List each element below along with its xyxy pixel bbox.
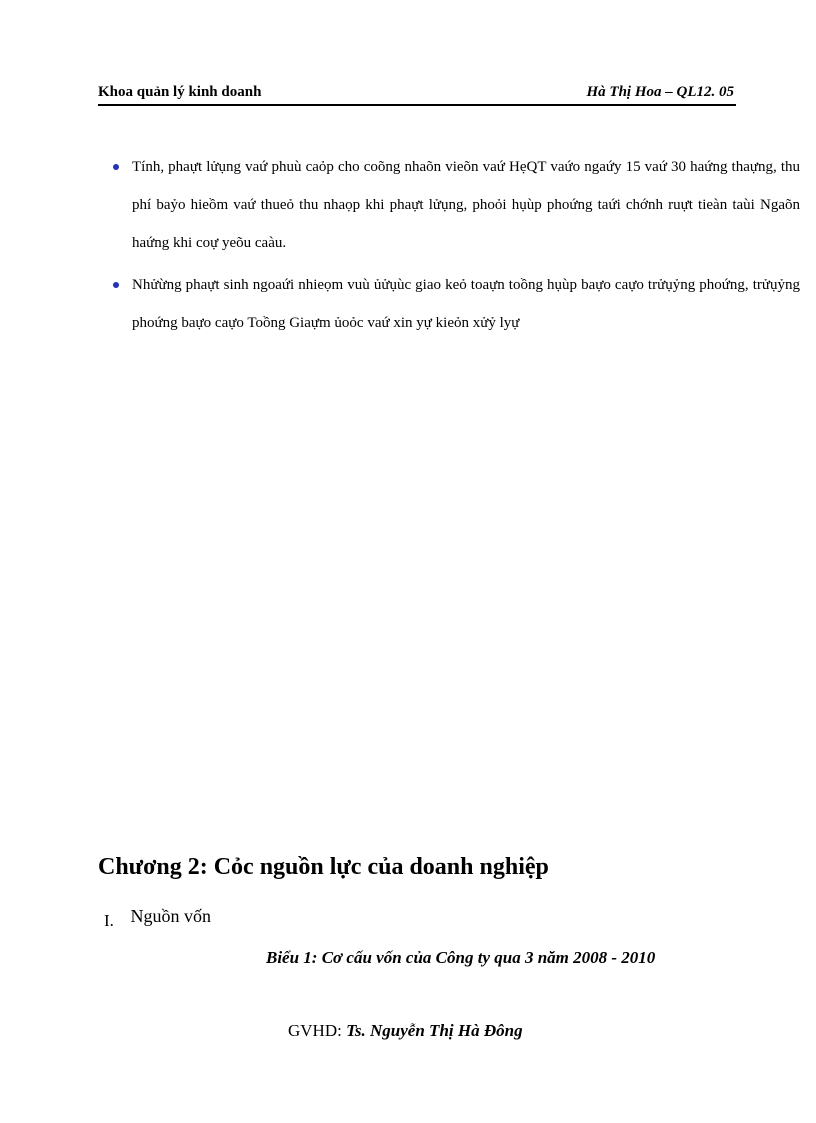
footer-supervisor-name: Ts. Nguyễn Thị Hà Đông [346,1021,523,1040]
bullet-dot-icon [113,164,119,170]
bullet-dot-icon [113,282,119,288]
bullet-item [110,148,800,262]
page-footer [288,1018,523,1044]
bullet-text: Tính, phaựt lửụng vaứ phuù caỏp cho coõng nhaõn vieõn vaứ HẹQT vaứo ngaứy 15 vaứ 30 haứng thaựng, thu phí baỷo hieồm vaứ thueỏ thu nhaọp khi phaựt lửụng, phoỏi hụùp phoứng taứi chớnh ruựt tieàn taùi Ngaõn haứng khi coự yeõu caàu. [132,159,800,251]
page-header [98,82,736,106]
bullet-list [110,148,800,346]
chapter-title: Chương 2: Cỏc nguồn lực của doanh nghiệp [98,854,549,880]
bullet-text: Nhửừng phaựt sinh ngoaứi nhieọm vuù ủửụùc giao keỏ toaựn toồng hụùp baựo caựo trửụỷng phoứng, trửụỷng phoứng baựo caựo Toồng Giaựm ủoỏc vaứ xin yự kieỏn xửỷ lyự [132,277,800,331]
section-title: Nguồn vốn [130,906,211,926]
section-number: I. [104,911,114,930]
section-heading [104,903,211,934]
footer-label: GVHD: [288,1021,342,1040]
bullet-item [110,266,800,342]
header-faculty: Khoa quản lý kinh doanh [98,84,262,100]
header-author: Hà Thị Hoa – QL12. 05 [586,84,734,100]
table-caption: Biểu 1: Cơ cấu vốn của Công ty qua 3 năm 2008 - 2010 [266,948,656,967]
